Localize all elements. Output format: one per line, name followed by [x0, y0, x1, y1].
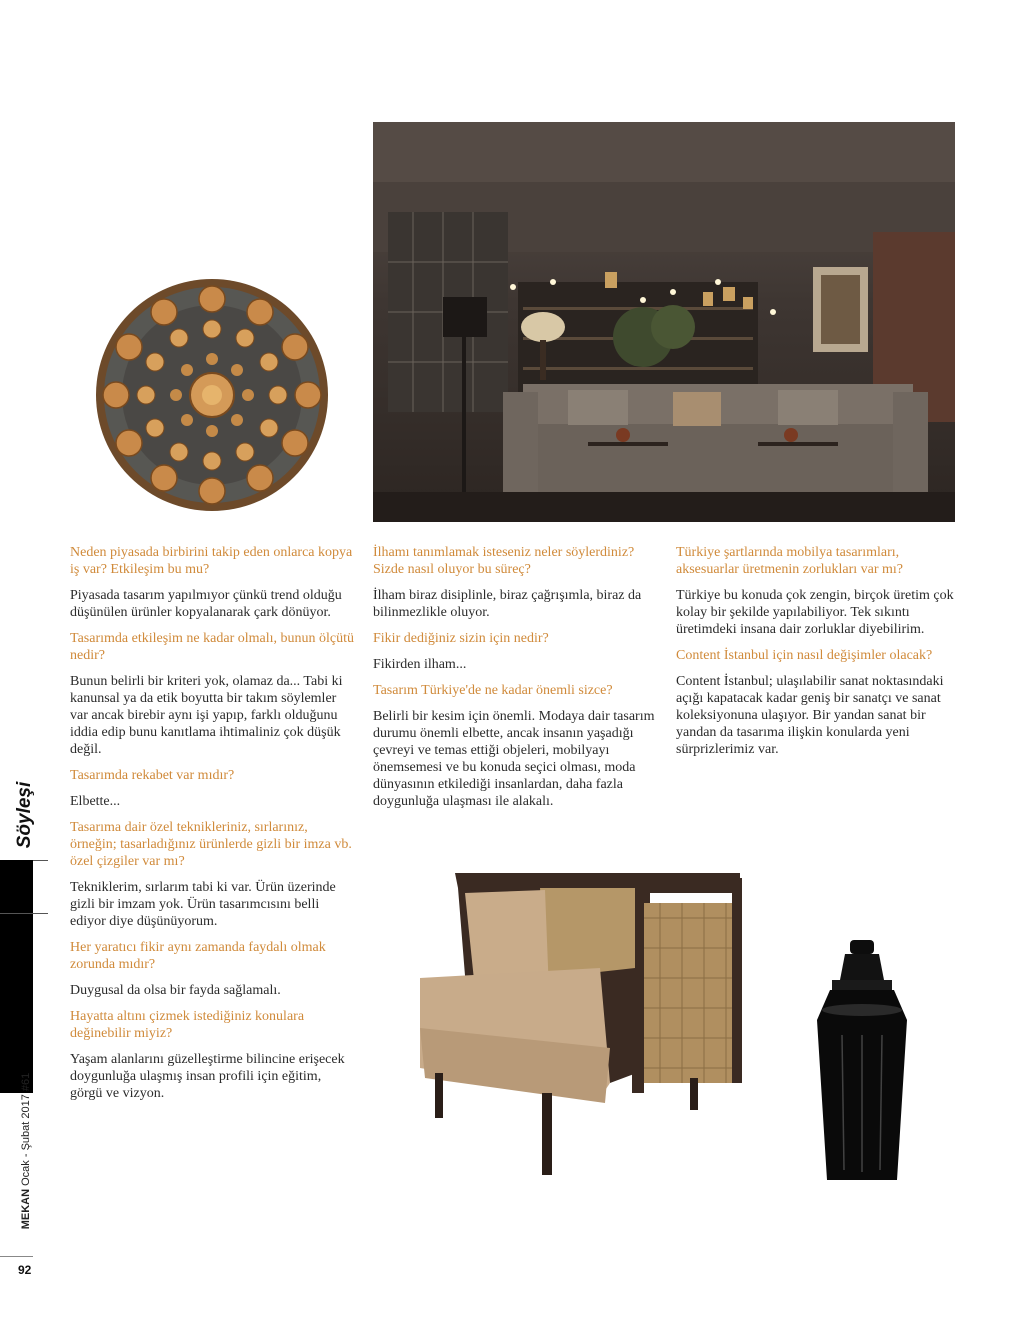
answer: Türkiye bu konuda çok zengin, birçok üretim çok kolay bir şekilde yapılabiliyor. Tek sıkıntı üretimdeki insana dair zorluklar diyebilirim.: [676, 588, 954, 637]
answer: Duygusal da olsa bir fayda sağlamalı.: [70, 983, 281, 998]
question: Tasarımda etkileşim ne kadar olmalı, bunun ölçütü nedir?: [70, 631, 354, 663]
page-number: 92: [18, 1263, 32, 1277]
question: İlhamı tanımlamak isteseniz neler söylerdiniz? Sizde nasıl oluyor bu süreç?: [373, 545, 635, 577]
question: Neden piyasada birbirini takip eden onlarca kopya iş var? Etkileşim bu mu?: [70, 545, 353, 577]
decorative-plate-photo: [94, 277, 330, 513]
question: Tasarımda rekabet var mıdır?: [70, 768, 235, 783]
answer: Piyasada tasarım yapılmıyor çünkü trend olduğu düşünülen ürünler kopyalanarak çark dönüyor.: [70, 588, 342, 620]
interview-column-1: [70, 544, 356, 1111]
magazine-name: MEKAN: [20, 1188, 32, 1230]
answer: Elbette...: [70, 794, 121, 809]
answer: Belirli bir kesim için önemli. Modaya dair tasarım durumu önemli elbette, ancak insanın yaşadığı çevreyi ve temas ettiği objeleri, mobilyayı önemsemesi ve bu konuda seçici olması, moda dünyasının etkilediği insanlardan, daha fazla doygunluğa ulaşması ile alakalı.: [373, 709, 655, 809]
question: Her yaratıcı fikir aynı zamanda faydalı olmak zorunda mıdır?: [70, 940, 326, 972]
question: Tasarım Türkiye'de ne kadar önemli sizce?: [373, 683, 613, 698]
question: Hayatta altını çizmek istediğiniz konulara değinebilir miyiz?: [70, 1009, 305, 1041]
answer: Tekniklerim, sırlarım tabi ki var. Ürün üzerinde gizli bir imzam yok. Ürün tasarımcısını belli ediyor diye düşünüyorum.: [70, 880, 336, 929]
cocktail-shaker-photo: [812, 940, 912, 1190]
answer: Fikirden ilham...: [373, 657, 467, 672]
showroom-photo: [373, 122, 955, 522]
answer: İlham biraz disiplinle, biraz çağrışımla, biraz da bilinmezlikle oluyor.: [373, 588, 642, 620]
question: Tasarıma dair özel teknikleriniz, sırlarınız, örneğin; tasarladığınız ürünlerde gizli bir imza vb. özel çizgiler var mı?: [70, 820, 352, 869]
divider: [0, 1256, 33, 1257]
question: Fikir dediğiniz sizin için nedir?: [373, 631, 549, 646]
answer: Bunun belirli bir kriteri yok, olamaz da... Tabi ki kanunsal ya da etik boyutta bir takım söylemler var ancak birebir aynı işi yapıp, farklı olduğunu iddia edip bunu kanıtlama ihtimaliniz çok düşük değil.: [70, 674, 343, 757]
question: Content İstanbul için nasıl değişimler olacak?: [676, 648, 933, 663]
interview-column-2: [373, 544, 659, 819]
issue-date: Ocak - Şubat 2017 #61: [20, 1072, 32, 1186]
question: Türkiye şartlarında mobilya tasarımları, aksesuarlar üretmenin zorlukları var mı?: [676, 545, 904, 577]
interview-column-3: [676, 544, 962, 767]
answer: Yaşam alanlarını güzelleştirme bilincine erişecek doygunluğa ulaşmış insan profili için eğitim, görgü ve vizyon.: [70, 1052, 345, 1101]
armchair-photo: [410, 868, 750, 1178]
divider: [0, 913, 48, 914]
issue-info: [18, 1041, 34, 1261]
answer: Content İstanbul; ulaşılabilir sanat noktasındaki açığı kapatacak kadar geniş bir sanatçı ve sanat koleksiyonuna ulaşıyor. Bir yandan sanat bir yandan da tasarıma ilişkin konularda yeni sürprizlerimiz var.: [676, 674, 944, 757]
section-label: Söyleşi: [14, 781, 35, 849]
